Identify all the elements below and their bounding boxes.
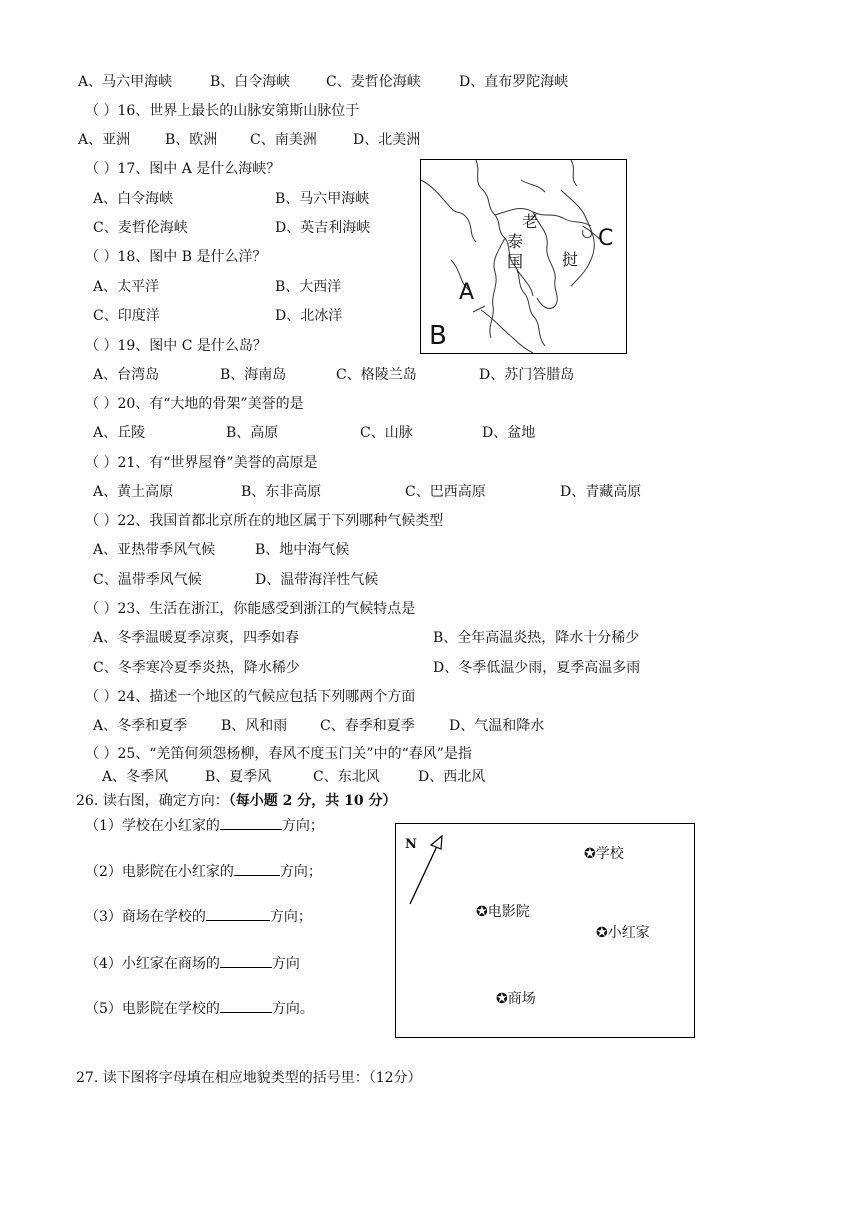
q20-stem: （ ）20、有“大地的骨架”美誉的是 bbox=[85, 396, 304, 412]
q25-option-b: B、夏季风 bbox=[205, 769, 272, 785]
q26-item-2-suffix: 方向； bbox=[279, 864, 322, 880]
q24-stem: （ ）24、描述一个地区的气候应包括下列哪两个方面 bbox=[85, 689, 416, 705]
q26-item-2-text: （2）电影院在小红家的 bbox=[85, 864, 234, 880]
mall-label: 商场 bbox=[507, 991, 536, 1007]
q26-blank-4[interactable] bbox=[220, 953, 272, 968]
q21-stem: （ ）21、有“世界屋脊”美誉的高原是 bbox=[85, 455, 318, 471]
school-label: 学校 bbox=[595, 846, 624, 862]
q21-option-d: D、青藏高原 bbox=[560, 484, 642, 500]
q26-item-2 bbox=[85, 861, 322, 882]
north-label: N bbox=[405, 837, 417, 852]
q20-option-a: A、丘陵 bbox=[93, 425, 146, 441]
q21-option-a: A、黄土高原 bbox=[93, 484, 174, 500]
star-marker-icon: ✪ bbox=[596, 925, 608, 941]
map-outline bbox=[421, 160, 626, 353]
star-marker-icon: ✪ bbox=[496, 991, 508, 1007]
q19-option-a: A、台湾岛 bbox=[93, 367, 160, 383]
q18-option-a: A、太平洋 bbox=[93, 279, 160, 295]
q16-option-c: C、南美洲 bbox=[250, 132, 317, 148]
map-label-thailand-2: 国 bbox=[507, 252, 524, 271]
q24-option-c: C、春季和夏季 bbox=[320, 718, 415, 734]
q26-blank-5[interactable] bbox=[220, 998, 272, 1013]
q15-option-d: D、直布罗陀海峡 bbox=[459, 74, 569, 90]
q26-title-text: 26. 读右图，确定方向： bbox=[76, 793, 229, 809]
q26-blank-1[interactable] bbox=[220, 815, 282, 830]
q15-option-b: B、白令海峡 bbox=[210, 74, 291, 90]
cinema-label: 电影院 bbox=[487, 904, 530, 920]
q21-option-c: C、巴西高原 bbox=[405, 484, 486, 500]
map-label-laos-1: 老 bbox=[522, 212, 539, 231]
q17-option-a: A、白令海峡 bbox=[93, 191, 174, 207]
q23-stem: （ ）23、生活在浙江，你能感受到浙江的气候特点是 bbox=[85, 601, 416, 617]
q19-option-b: B、海南岛 bbox=[220, 367, 287, 383]
q24-option-b: B、风和雨 bbox=[221, 718, 288, 734]
mall-marker bbox=[496, 989, 536, 1009]
q26-item-5-text: （5）电影院在学校的 bbox=[85, 1001, 220, 1017]
q17-stem: （ ）17、图中 A 是什么海峡？ bbox=[85, 161, 281, 177]
q26-item-5 bbox=[85, 998, 314, 1019]
q19-option-c: C、格陵兰岛 bbox=[336, 367, 417, 383]
q20-option-d: D、盆地 bbox=[482, 425, 536, 441]
q26-item-3 bbox=[85, 906, 312, 927]
q21-option-b: B、东非高原 bbox=[241, 484, 322, 500]
q27-title bbox=[76, 1068, 422, 1088]
q26-item-1-text: （1）学校在小红家的 bbox=[85, 818, 220, 834]
school-marker bbox=[584, 844, 624, 864]
home-marker bbox=[596, 923, 650, 943]
q20-option-b: B、高原 bbox=[226, 425, 279, 441]
q26-item-3-text: （3）商场在学校的 bbox=[85, 909, 206, 925]
q16-option-d: D、北美洲 bbox=[353, 132, 421, 148]
star-marker-icon: ✪ bbox=[476, 904, 488, 920]
q26-item-1-suffix: 方向； bbox=[281, 818, 324, 834]
q22-option-c: C、温带季风气候 bbox=[93, 572, 202, 588]
map-label-thailand-1: 泰 bbox=[507, 232, 524, 251]
north-arrow-icon bbox=[400, 830, 460, 910]
q25-option-d: D、西北风 bbox=[418, 769, 486, 785]
q22-option-b: B、地中海气候 bbox=[255, 542, 350, 558]
map-label-c: C bbox=[598, 226, 614, 251]
q18-stem: （ ）18、图中 B 是什么洋？ bbox=[85, 249, 267, 265]
q18-option-d: D、北冰洋 bbox=[275, 308, 343, 324]
q26-item-3-suffix: 方向； bbox=[269, 909, 312, 925]
q19-option-d: D、苏门答腊岛 bbox=[479, 367, 575, 383]
q15-option-c: C、麦哲伦海峡 bbox=[326, 74, 421, 90]
q17-option-b: B、马六甲海峡 bbox=[275, 191, 370, 207]
q26-item-4-suffix: 方向 bbox=[271, 956, 300, 972]
map-label-a: A bbox=[459, 280, 475, 305]
q26-blank-2[interactable] bbox=[234, 861, 280, 876]
q23-option-b: B、全年高温炎热，降水十分稀少 bbox=[433, 630, 640, 646]
q17-option-d: D、英吉利海峡 bbox=[275, 220, 371, 236]
q25-option-c: C、东北风 bbox=[313, 769, 380, 785]
map-label-b: B bbox=[429, 321, 447, 351]
map-label-laos-2: 挝 bbox=[562, 250, 579, 269]
q17-option-c: C、麦哲伦海峡 bbox=[93, 220, 188, 236]
q27-score: （12分） bbox=[368, 1070, 422, 1086]
q26-item-4 bbox=[85, 953, 300, 974]
q16-option-a: A、亚洲 bbox=[78, 132, 131, 148]
q22-option-d: D、温带海洋性气候 bbox=[255, 572, 379, 588]
q16-stem: （ ）16、世界上最长的山脉安第斯山脉位于 bbox=[85, 103, 360, 119]
q15-option-a: A、马六甲海峡 bbox=[78, 74, 173, 90]
home-label: 小红家 bbox=[607, 925, 650, 941]
q23-option-a: A、冬季温暖夏季凉爽，四季如春 bbox=[93, 630, 300, 646]
q25-stem: （ ）25、“羌笛何须怨杨柳，春风不度玉门关”中的“春风”是指 bbox=[85, 746, 472, 762]
q23-option-d: D、冬季低温少雨，夏季高温多雨 bbox=[433, 660, 641, 676]
q27-title-text: 27. 读下图将字母填在相应地貌类型的括号里： bbox=[76, 1070, 369, 1086]
cinema-marker bbox=[476, 902, 530, 922]
q24-option-a: A、冬季和夏季 bbox=[93, 718, 188, 734]
q18-option-c: C、印度洋 bbox=[93, 308, 160, 324]
q19-stem: （ ）19、图中 C 是什么岛？ bbox=[85, 338, 267, 354]
q26-item-5-suffix: 方向。 bbox=[271, 1001, 314, 1017]
q26-title bbox=[76, 791, 396, 811]
q22-option-a: A、亚热带季风气候 bbox=[93, 542, 216, 558]
q23-option-c: C、冬季寒冷夏季炎热，降水稀少 bbox=[93, 660, 300, 676]
q16-option-b: B、欧洲 bbox=[165, 132, 218, 148]
q24-option-d: D、气温和降水 bbox=[449, 718, 545, 734]
q20-option-c: C、山脉 bbox=[360, 425, 413, 441]
star-marker-icon: ✪ bbox=[584, 846, 596, 862]
q18-option-b: B、大西洋 bbox=[275, 279, 342, 295]
direction-map bbox=[395, 823, 695, 1038]
q25-option-a: A、冬季风 bbox=[102, 769, 169, 785]
q26-score: （每小题 2 分，共 10 分） bbox=[228, 793, 397, 809]
q26-item-4-text: （4）小红家在商场的 bbox=[85, 956, 220, 972]
q26-blank-3[interactable] bbox=[206, 906, 270, 921]
q22-stem: （ ）22、我国首都北京所在的地区属于下列哪种气候类型 bbox=[85, 513, 444, 529]
q26-item-1 bbox=[85, 815, 324, 836]
southeast-asia-map bbox=[420, 159, 627, 354]
